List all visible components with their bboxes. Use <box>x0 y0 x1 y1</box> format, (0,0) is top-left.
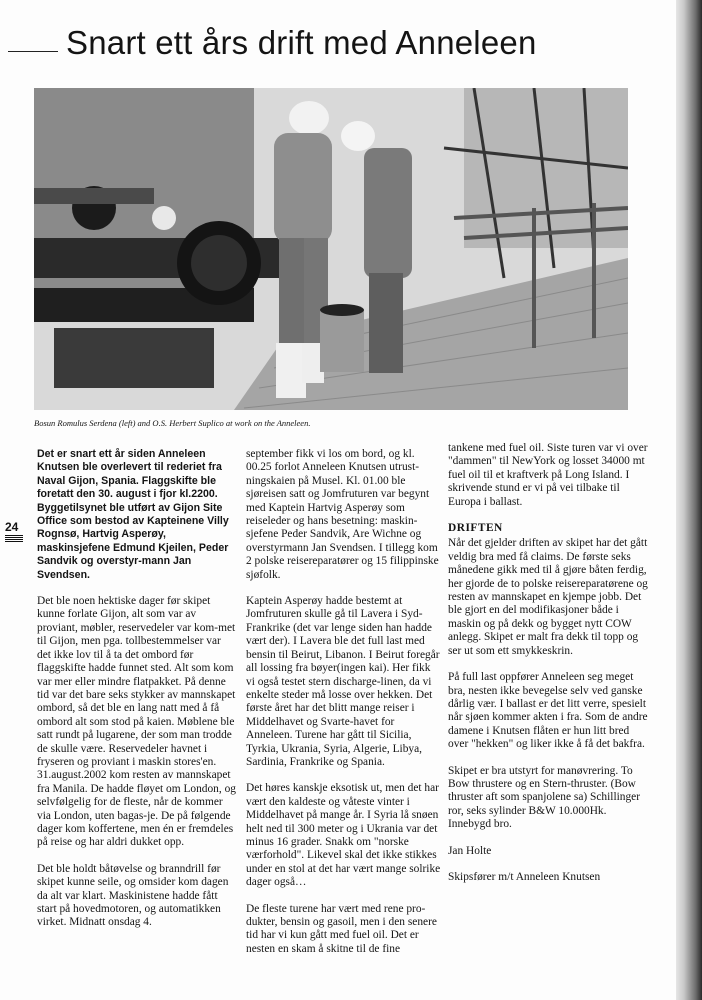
section-heading: DRIFTEN <box>448 522 503 535</box>
article-photo <box>34 88 628 410</box>
page-number-text: 24 <box>5 520 19 534</box>
page-number-stripes <box>5 535 23 542</box>
text-column-1 <box>37 448 237 943</box>
text-column-2 <box>246 448 442 969</box>
paragraph: De fleste turene har vært med rene pro-dukter, bensin og gasoil, men i den senere tid har vi kun gått med fuel oil. Det er nesten en skam å skitne til de fine <box>246 902 437 955</box>
paragraph: september fikk vi los om bord, og kl. 00.25 forlot Anneleen Knutsen utrust-ningskaien på Musel. Kl. 01.00 ble sjøreisen satt og Jomfruturen var begynt med Kaptein Hartvig Asperøy som reiseleder og hans besetning: maskin-sjefene Peder Sandvik, Are Wichne og overstyrmann Jan Svendsen. I tillegg kom 2 polske reisereparatører og 15 filippinske sjøfolk. <box>246 448 439 581</box>
signature-title: Skipsfører m/t Anneleen Knutsen <box>448 870 601 883</box>
paragraph: Det høres kanskje eksotisk ut, men det har vært den kaldeste og våteste vinter i Middelhavet på mange år. I Syria lå snøen helt ned til 300 meter og i Ukrania var det minus 16 grader. Snakk om "norske værforhold". Likevel skal det ikke stikkes under en stol at det har vært mange solrike dager også… <box>246 782 441 889</box>
paragraph: Når det gjelder driften av skipet har det gått veldig bra med få claims. De første seks månedene gikk med til å gjøre båten ferdig, her gjorde de to polske reisereparatørene og resten av mannskapet en kjempe jobb. Det ble gjort en del modifikasjoner både i maskin og på dekk og bygget nytt COW anlegg. Skipet er malt fra dekk til topp og ser ut som ett smykkeskrin. <box>448 537 648 657</box>
text-column-3 <box>448 442 648 897</box>
paragraph: På full last oppfører Anneleen seg meget bra, nesten ikke bevegelse selv ved ganske dårlig vær. I ballast er det litt verre, spesielt når sjøen kommer akten i fra. Som de andre damene i Knutsen flåten er hun litt bred over "hekken" og liker ikke å få det bakfra. <box>448 671 648 751</box>
article-title: Snart ett års drift med Anneleen <box>66 24 537 61</box>
photo-caption: Bosun Romulus Serdena (left) and O.S. Herbert Suplico at work on the Anneleen. <box>34 418 311 428</box>
paragraph: tankene med fuel oil. Siste turen var vi over "dammen" til NewYork og losset 34000 mt fuel oil til et kraftverk på Long Island. I skrivende stund er vi på vei tilbake til Europa i ballast. <box>448 442 648 508</box>
headline-rule <box>8 51 58 52</box>
page-spine-shadow <box>676 0 702 1000</box>
deck-workers-photo <box>34 88 628 410</box>
page-number <box>5 520 31 542</box>
signature-name: Jan Holte <box>448 844 492 857</box>
paragraph: Det ble holdt båtøvelse og branndrill før skipet kunne seile, og omsider kom dagen da alt var klart. Maskinistene hadde fått start på hovedmotoren, og automatikken virket. Midnatt onsdag 4. <box>37 862 229 929</box>
lead-paragraph: Det er snart ett år siden Anneleen Knutsen ble overlevert til rederiet fra Naval Gijon, Spania. Flaggskifte ble foretatt den 30. august i fjor kl.2200. Byggetilsynet ble utført av Gijon Site Office som bestod av Kapteinene Villy Rognsø, Hartvig Asperøy, maskinsjefene Edmund Kjeilen, Peder Sandvik og overstyr-mann Jan Svendsen. <box>37 448 229 581</box>
paragraph: Det ble noen hektiske dager før skipet kunne forlate Gijon, alt som var av proviant, møbler, reservedeler var kom-met til Gijon, men pga. tollbestemmelser var det ikke lov til å ta det ombord før flaggskifte hadde funnet sted. Alt som kom var mer eller mindre flatpakket. På denne tid var det bare seks stykker av mannskapet ombord, så det ble en lang natt med å få ombord alt som stod på kaien. Møblene ble satt rundt på lugarene, der som man trodde de skulle være. Reservedeler havnet i fryseren og proviant i maskin stores'en. 31.august.2002 kom resten av mannskapet fra Manila. De hadde fløyet om London, og selvfølgelig for de fleste, når de kommer via London, uten bagas-je. De på følgende dager kom koffertene, men én er fremdeles på reise og har aldri dukket opp. <box>37 595 236 849</box>
paragraph: Kaptein Asperøy hadde bestemt at Jomfruturen skulle gå til Lavera i Syd-Frankrike (det var lenge siden han hadde vært der). I Lavera ble det full last med bensin til Beirut, Libanon. I Beirut foregår all lossing fra bøyer(ingen kai). Her fikk vi også testet stern discharge-linen, da vi enkelte steder må losse over hekken. Det første året har det blitt mange reiser i Middelhavet og Svarte-havet for Anneleen. Turene har gått til Sicilia, Tyrkia, Ukrania, Syria, Algerie, Libya, Sardinia, Frankrike og Spania. <box>246 595 440 768</box>
paragraph: Skipet er bra utstyrt for manøvrering. To Bow thrustere og en Stern-thruster. (Bow thruster aft som spanjolene sa) Schillinger ror, seks sylinder B&W 10.000Hk. Innebygd bro. <box>448 764 641 831</box>
